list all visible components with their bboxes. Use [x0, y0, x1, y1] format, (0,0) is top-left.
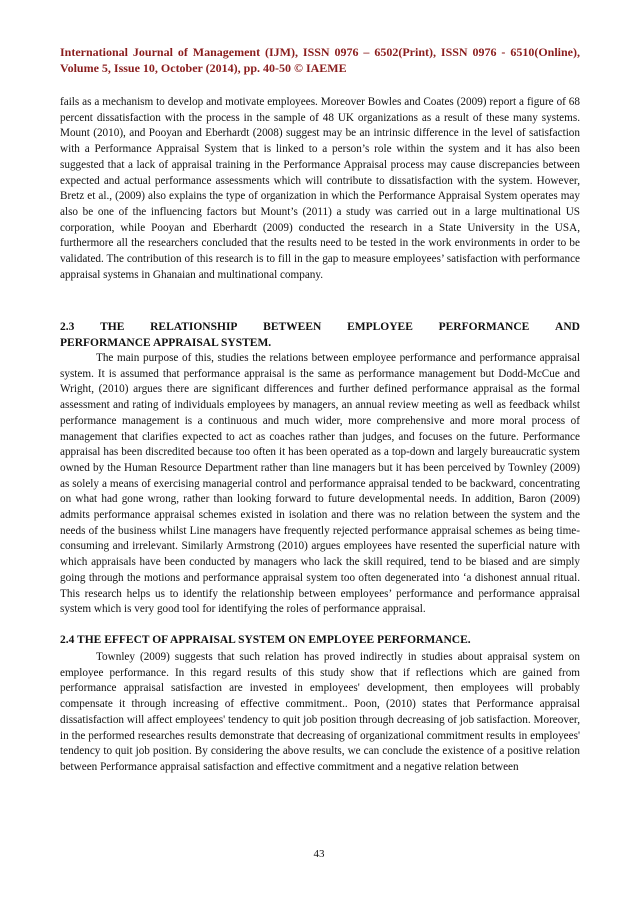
page-number: 43 — [313, 848, 325, 860]
heading-word: AND — [555, 321, 580, 333]
heading-word: PERFORMANCE — [438, 321, 530, 333]
section-2-3-heading-line2: PERFORMANCE APPRAISAL SYSTEM. — [60, 336, 272, 349]
section-2-4-heading: 2.4 THE EFFECT OF APPRAISAL SYSTEM ON EMPLOYEE PERFORMANCE. — [60, 634, 471, 646]
section-2-4-body — [60, 650, 580, 776]
heading-word: RELATIONSHIP — [150, 321, 238, 333]
heading-word: BETWEEN — [263, 321, 322, 333]
heading-word: EMPLOYEE — [347, 321, 413, 333]
intro-paragraph-block — [60, 95, 580, 283]
heading-word: THE — [100, 321, 125, 333]
section-2-3-heading — [60, 320, 580, 351]
journal-header: International Journal of Management (IJM), ISSN 0976 – 6502(Print), ISSN 0976 - 6510(Online), Volume 5, Issue 10, October (2014), pp. 40-50 © IAEME — [60, 45, 580, 75]
section-2-4-paragraph: Townley (2009) suggests that such relation has proved indirectly in studies about appraisal system on employee performance. In this regard results of this study show that if reflections which are gained from performance appraisal satisfaction are invested in employees' development, then employees will probably compensate it through increasing of effective commitment.. Poon, (2010) states that Performance appraisal dissatisfaction will affect employees' tendency to quit job position through decreasing of job satisfaction. Moreover, in the performed researches results demonstrate that decreasing of organizational commitment results in employees' tendency to quit job position. By considering the above results, we can conclude the existence of a positive relation between Performance appraisal satisfaction and effective commitment and a negative relation between — [60, 651, 580, 773]
intro-paragraph: fails as a mechanism to develop and motivate employees. Moreover Bowles and Coates (2009) report a figure of 68 percent dissatisfaction with the process in the sample of 48 UK organizations as a result of these many systems. Mount (2010), and Pooyan and Eberhardt (2008) suggest may be an intrinsic difference in the level of satisfaction with a Performance Appraisal System that is linked to a person’s role within the system and it has also been suggested that a lack of appraisal training in the Performance Appraisal process may cause discrepancies between expected and actual performance assessments which will contribute to dissatisfaction with the system. However, Bretz et al., (2009) also explains the type of organization in which the Performance Appraisal System operates may also be one of the influencing factors but Mount’s (2011) a study was carried out in a large multinational US corporation, while Pooyan and Eberhardt (2009) conducted the research in a State University in the USA, furthermore all the researchers concluded that the results need to be tested in the work environments in order to be validated. The contribution of this research is to fill in the gap to measure employees’ satisfaction with performance appraisal systems in Ghanaian and multinational company. — [60, 96, 580, 281]
heading-word: 2.3 — [60, 321, 75, 333]
section-2-3-paragraph: The main purpose of this, studies the relations between employee performance and performance appraisal system. It is assumed that performance appraisal is the same as performance management but Dodd-McCue and Wright, (2010) argues there are significant differences and further defined performance appraisal as the formal assessment and rating of individuals employees by managers, an annual review meeting as well as feedback whilst performance management is a continuous and much wider, more comprehensive and more moral process of management that clarifies expected to act as coaches rather than judges, and focuses on the future. Performance appraisal has been discredited because too often it has been operated as a top-down and largely bureaucratic system owned by the Human Resource Department rather than line managers but it has been perceived by Townley (2009) as solely a means of exercising managerial control and performance appraisal tended to be backward, concentrating on what had gone wrong, rather than looking forward to future developmental needs. In addition, Baron (2009) admits performance appraisal schemes existed in isolation and there was no relation between the system and the needs of the business whilst Line managers have frequently rejected performance appraisal schemes as being time-consuming and irrelevant. Similarly Armstrong (2010) argues employees have resented the superficial nature with which appraisals have been conducted by managers who lack the skill required, tend to be biased and are simply going through the motions and performance appraisal system too often degenerated into ‘a dishonest annual ritual. This research helps us to identify the relationship between employees’ performance and performance appraisal system which is very good tool for identifying the roles of performance appraisal. — [60, 352, 580, 616]
section-2-3-heading-line1 — [60, 320, 580, 336]
section-2-3-body — [60, 351, 580, 618]
